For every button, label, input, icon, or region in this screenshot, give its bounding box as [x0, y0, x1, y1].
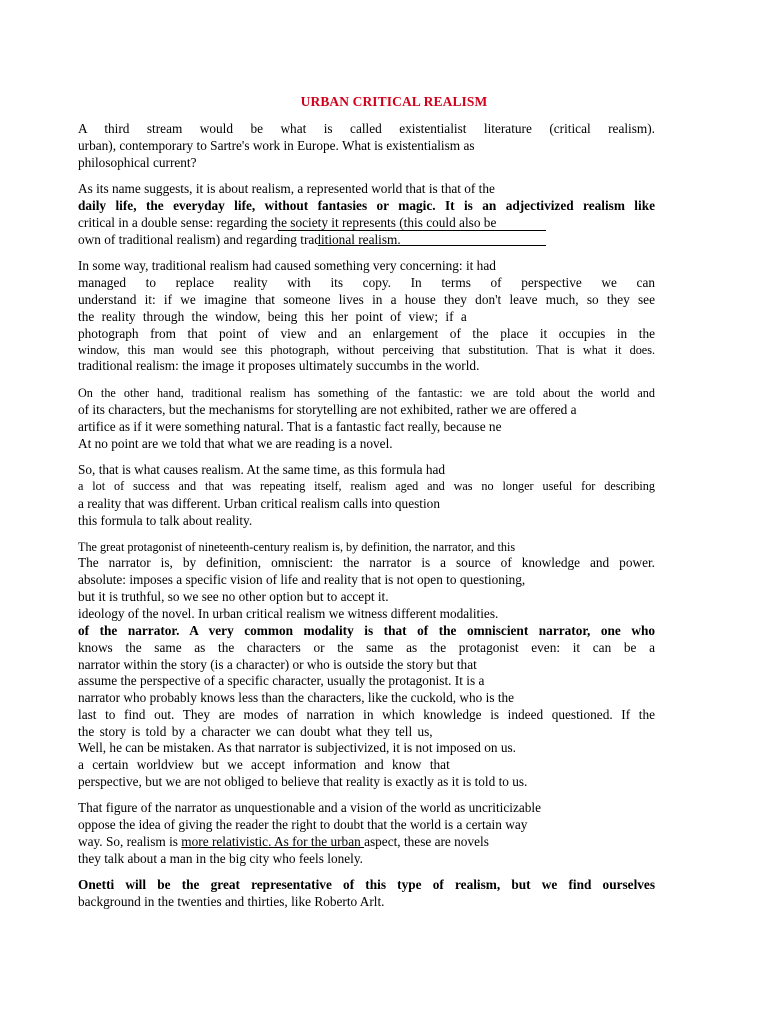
text-line: perspective, but we are not obliged to believe that reality is exactly as it is told to us. [78, 774, 528, 789]
text-segment: way. So, realism is [78, 834, 182, 849]
text-line: the reality through the window, being this her point of view; if a [78, 309, 467, 324]
text-line: The narrator is, by definition, omniscient: the narrator is a source of knowledge and power. [78, 555, 655, 570]
text-line: critical in a double sense: regarding the society it represents (this could also be [78, 215, 497, 230]
text-line: managed to replace reality with its copy. In terms of perspective we can [78, 275, 655, 290]
text-line: artifice as if it were something natural. That is a fantastic fact really, because ne [78, 419, 502, 434]
text-line: a certain worldview but we accept information and know that [78, 757, 450, 772]
text-line: In some way, traditional realism had caused something very concerning: it had [78, 258, 496, 273]
text-line: ideology of the novel. In urban critical realism we witness different modalities. [78, 606, 499, 621]
underline-rule [278, 230, 546, 231]
text-segment: aspect, these are novels [364, 834, 489, 849]
document-title: URBAN CRITICAL REALISM [300, 94, 488, 109]
text-line-bold: daily life, the everyday life, without fantasies or magic. It is an adjectivized realism like [78, 198, 655, 213]
text-line: As its name suggests, it is about realism, a represented world that is that of the [78, 181, 495, 196]
text-line: That figure of the narrator as unquestionable and a vision of the world as uncriticizable [78, 800, 542, 815]
text-line: knows the same as the characters or the same as the protagonist even: it can be a [78, 640, 655, 655]
text-line: but it is truthful, so we see no other option but to accept it. [78, 589, 389, 604]
text-line: oppose the idea of giving the reader the right to doubt that the world is a certain way [78, 817, 528, 832]
text-line: last to find out. They are modes of narration in which knowledge is indeed questioned. If the [78, 707, 655, 722]
text-line: of its characters, but the mechanisms for storytelling are not exhibited, rather we are offered a [78, 402, 577, 417]
text-line: traditional realism: the image it proposes ultimately succumbs in the world. [78, 358, 480, 373]
text-line: narrator within the story (is a character) or who is outside the story but that [78, 657, 477, 672]
text-line: absolute: imposes a specific vision of life and reality that is not open to questioning, [78, 572, 526, 587]
text-line: understand it: if we imagine that someone lives in a house they don't leave much, so they see [78, 292, 655, 307]
underline-rule [318, 245, 546, 246]
text-line: Well, he can be mistaken. As that narrator is subjectivized, it is not imposed on us. [78, 740, 517, 755]
text-line: a reality that was different. Urban critical realism calls into question [78, 496, 440, 511]
text-line: background in the twenties and thirties, like Roberto Arlt. [78, 894, 385, 909]
text-line: So, that is what causes realism. At the same time, as this formula had [78, 462, 446, 477]
text-line: A third stream would be what is called existentialist literature (critical realism). [78, 121, 655, 136]
text-line: photograph from that point of view and an enlargement of the place it occupies in the [78, 326, 655, 341]
text-line-bold: Onetti will be the great representative of this type of realism, but we find ourselves [78, 877, 655, 892]
text-line: The great protagonist of nineteenth-century realism is, by definition, the narrator, and this [78, 540, 516, 554]
text-line-bold: of the narrator. A very common modality is that of the omniscient narrator, one who [78, 623, 655, 638]
text-line: a lot of success and that was repeating itself, realism aged and was no longer useful for describing [78, 479, 655, 493]
text-line-mixed [78, 834, 655, 850]
text-line: narrator who probably knows less than the characters, like the cuckold, who is the [78, 690, 515, 705]
text-line: On the other hand, traditional realism has something of the fantastic: we are told about the world and [78, 386, 655, 400]
text-line: this formula to talk about reality. [78, 513, 253, 528]
text-line: urban), contemporary to Sartre's work in Europe. What is existentialism as [78, 138, 475, 153]
text-line: At no point are we told that what we are reading is a novel. [78, 436, 393, 451]
text-line: philosophical current? [78, 155, 197, 170]
text-line: window, this man would see this photograph, without perceiving that substitution. That is what it does. [78, 343, 655, 357]
text-line: own of traditional realism) and regarding traditional realism. [78, 232, 401, 247]
text-line: they talk about a man in the big city who feels lonely. [78, 851, 363, 866]
underlined-text: more relativistic. As for the urban [181, 834, 365, 849]
text-line: the story is told by a character we can doubt what they tell us, [78, 724, 433, 739]
text-line: assume the perspective of a specific character, usually the protagonist. It is a [78, 673, 485, 688]
